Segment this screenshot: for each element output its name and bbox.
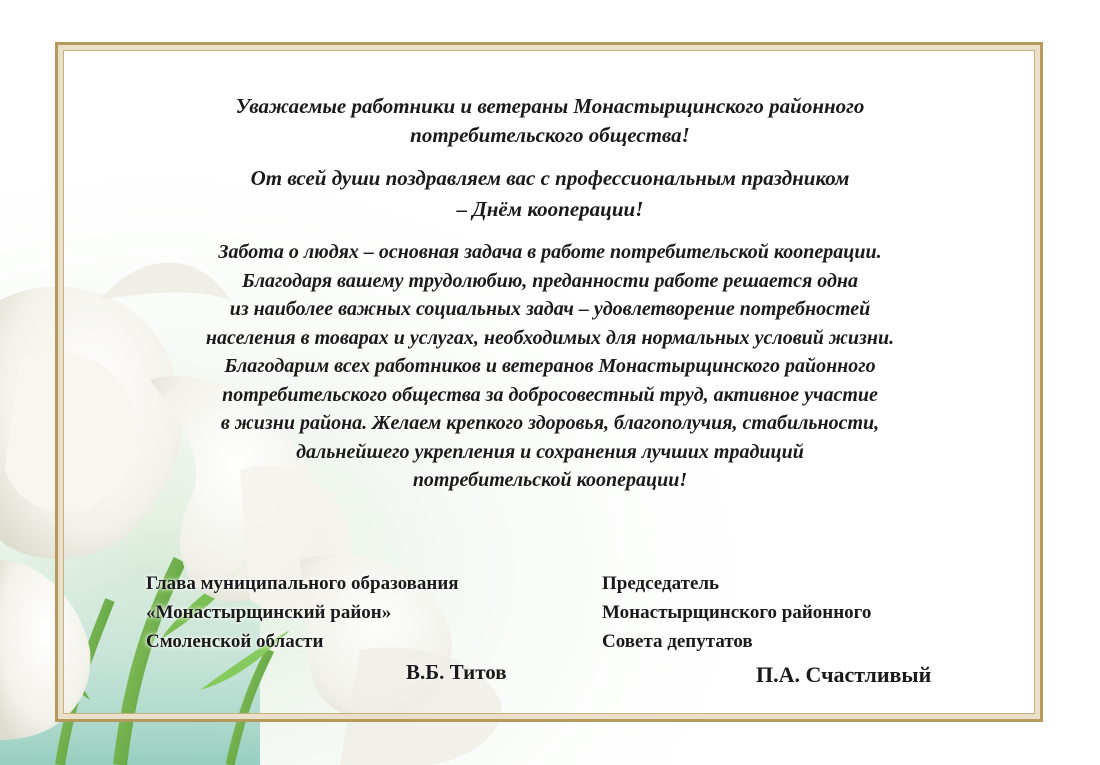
greeting-line: потребительского общества! (410, 123, 690, 147)
body-line: в жизни района. Желаем крепкого здоровья, благополучия, стабильности, (220, 412, 880, 434)
left-signatory-name: В.Б. Титов (406, 660, 507, 684)
signatory-title-line: Монастырщинского районного (602, 602, 872, 623)
signatory-title-line: Глава муниципального образования (146, 573, 459, 594)
signatory-title-line: «Монастырщинский район» (146, 602, 392, 623)
congrats-line: От всей души поздравляем вас с профессиональным праздником (250, 166, 850, 190)
body-line: Забота о людях – основная задача в работе потребительской кооперации. (218, 241, 882, 263)
body-line: потребительской кооперации! (412, 469, 688, 491)
greeting-line: Уважаемые работники и ветераны Монастырщинского районного (235, 94, 865, 118)
body-line: Благодаря вашему трудолюбию, преданности работе решается одна (241, 269, 859, 292)
body-line: населения в товарах и услугах, необходимых для нормальных условий жизни. (205, 326, 895, 349)
body-line: потребительского общества за добросовестный труд, активное участие (222, 383, 878, 406)
body-line: Благодарим всех работников и ветеранов Монастырщинского районного (224, 355, 876, 377)
body-line: дальнейшего укрепления и сохранения лучших традиций (296, 440, 804, 463)
congrats-line: – Днём кооперации! (456, 197, 644, 221)
greeting-heading (60, 92, 1040, 150)
left-signatory-title (146, 569, 459, 656)
right-signatory-name: П.А. Счастливый (756, 662, 932, 687)
congratulation-line (60, 163, 1040, 225)
signatory-title-line: Смоленской области (146, 631, 324, 652)
signatory-title-line: Председатель (602, 573, 720, 594)
signatory-title-line: Совета депутатов (602, 631, 753, 652)
body-line: из наиболее важных социальных задач – удовлетворение потребностей (229, 298, 871, 320)
right-signatory-title (602, 569, 871, 656)
greeting-body-text (60, 238, 1040, 495)
